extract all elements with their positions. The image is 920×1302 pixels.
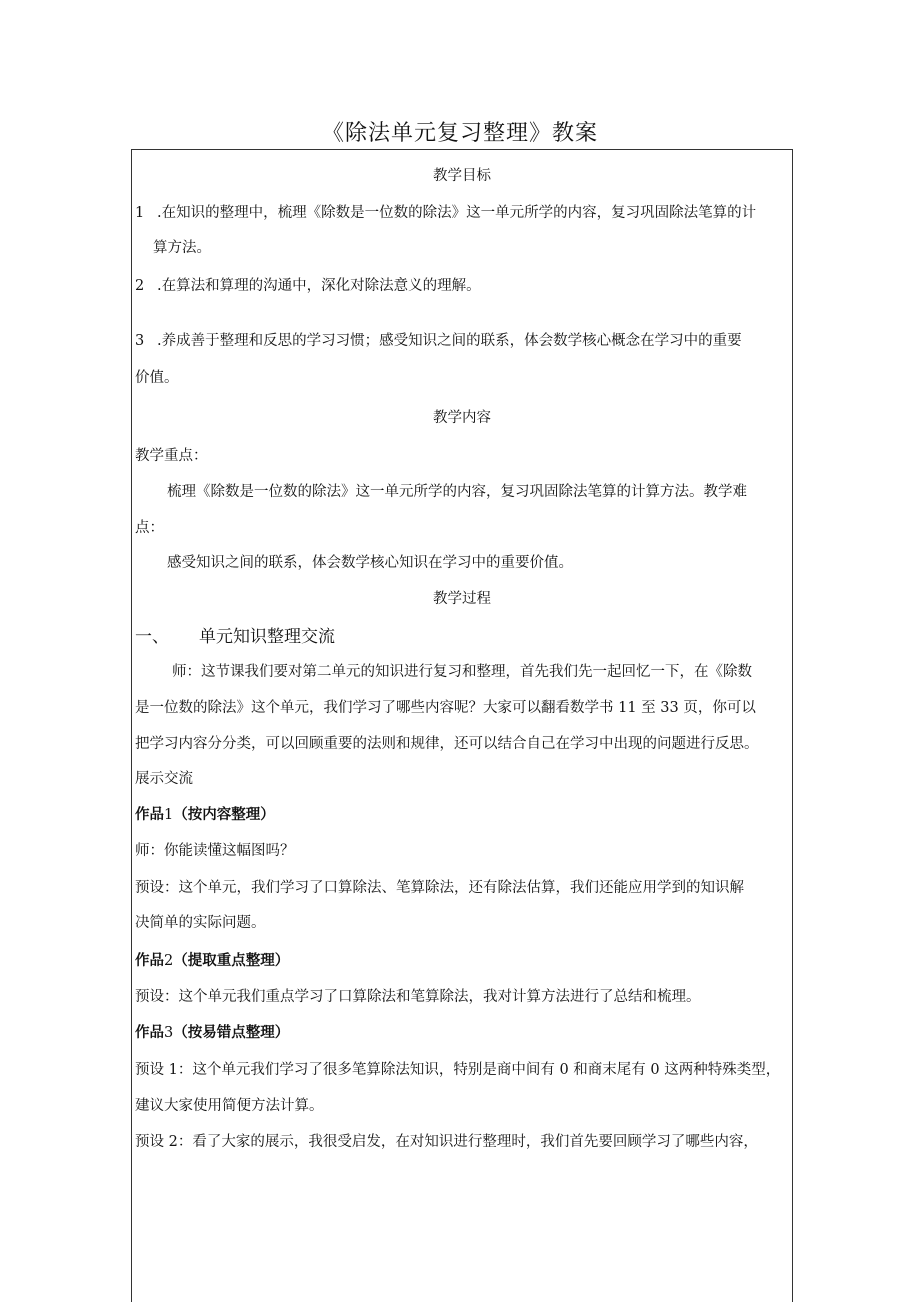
goals-header: 教学目标 [433, 168, 491, 184]
goal-item-1 [135, 201, 756, 222]
section-title: 单元知识整理交流 [199, 627, 335, 647]
work-3-title: （按易错点整理） [173, 1024, 290, 1041]
work-2-title: （提取重点整理） [173, 952, 290, 969]
preset-4-line-1: 预设 2：看了大家的展示，我很受启发，在对知识进行整理时，我们首先要回顾学习了哪些内容， [135, 1134, 758, 1150]
goal-1-continuation: 算方法。 [153, 240, 211, 256]
goal-item-2 [135, 274, 481, 295]
goal-2-number: 2 [135, 278, 145, 294]
goal-3-text: .养成善于整理和反思的学习习惯；感受知识之间的联系，体会数学核心概念在学习中的重要 [157, 333, 742, 349]
preset-1-line-1: 预设：这个单元，我们学习了口算除法、笔算除法，还有除法估算，我们还能应用学到的知识解 [135, 880, 744, 896]
work-3-label: 作品 [135, 1024, 164, 1041]
section-number: 一、 [135, 627, 169, 647]
work-2-label: 作品 [135, 952, 164, 969]
goal-2-text: .在算法和算理的沟通中，深化对除法意义的理解。 [157, 278, 481, 294]
work-1-heading [135, 803, 275, 824]
preset-3-line-1: 预设 1：这个单元我们学习了很多笔算除法知识，特别是商中间有 0 和商末尾有 0 这两种特殊类型， [135, 1062, 781, 1078]
work-3-heading [135, 1021, 289, 1042]
content-header: 教学内容 [433, 410, 491, 426]
work-1-label: 作品 [135, 806, 164, 823]
goal-3-continuation: 价值。 [135, 370, 179, 386]
teacher-paragraph-line-3: 把学习内容分分类，可以回顾重要的法则和规律，还可以结合自己在学习中出现的问题进行反思。 [135, 736, 759, 752]
show-label: 展示交流 [135, 771, 193, 787]
teacher-question: 师：你能读懂这幅图吗？ [135, 843, 295, 859]
work-2-heading [135, 949, 289, 970]
section-heading [135, 622, 335, 647]
focus-text: 梳理《除数是一位数的除法》这一单元所学的内容，复习巩固除法笔算的计算方法。教学难 [167, 484, 747, 500]
goal-3-number: 3 [135, 333, 145, 349]
difficulty-text: 感受知识之间的联系，体会数学核心知识在学习中的重要价值。 [167, 555, 573, 571]
work-1-number: 1 [164, 807, 174, 823]
focus-label: 教学重点： [135, 448, 208, 464]
work-1-title: （按内容整理） [173, 806, 275, 823]
teacher-paragraph-line-1: 师：这节课我们要对第二单元的知识进行复习和整理，首先我们先一起回忆一下，在《除数 [172, 664, 752, 680]
process-header: 教学过程 [433, 591, 491, 607]
goal-item-3 [135, 329, 742, 350]
focus-text-continuation: 点： [135, 520, 164, 536]
work-2-number: 2 [164, 953, 174, 969]
preset-3-line-2: 建议大家使用简便方法计算。 [135, 1098, 324, 1114]
goal-1-text: .在知识的整理中，梳理《除数是一位数的除法》这一单元所学的内容，复习巩固除法笔算的计 [157, 205, 757, 221]
preset-1-line-2: 决简单的实际问题。 [135, 915, 266, 931]
document-title: 《除法单元复习整理》教案 [321, 121, 598, 146]
goal-1-number: 1 [135, 205, 145, 221]
preset-2-line: 预设：这个单元我们重点学习了口算除法和笔算除法，我对计算方法进行了总结和梳理。 [135, 989, 701, 1005]
work-3-number: 3 [164, 1025, 174, 1041]
teacher-paragraph-line-2: 是一位数的除法》这个单元，我们学习了哪些内容呢？大家可以翻看数学书 11 至 33 页，你可以 [135, 700, 756, 716]
